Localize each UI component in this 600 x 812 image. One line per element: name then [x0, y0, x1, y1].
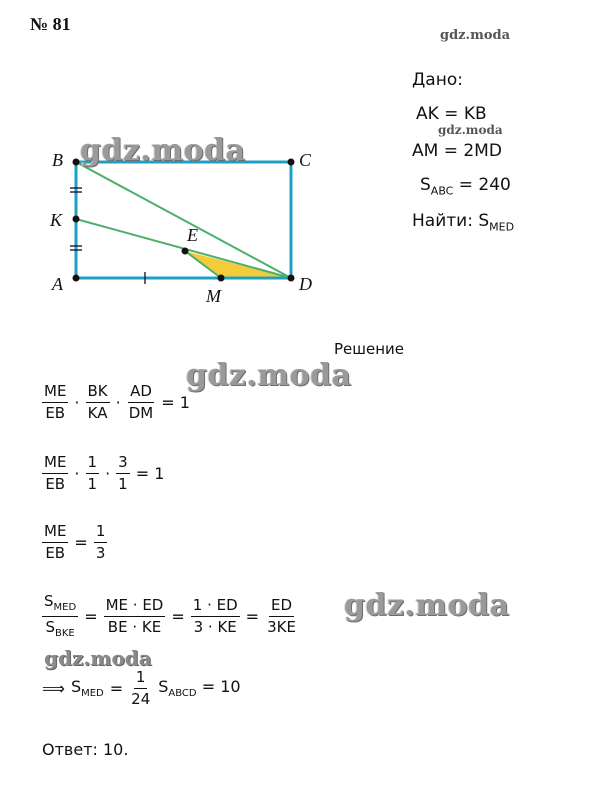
equation-5: ⟹ $S_{MED}$ = $\frac{1}{24}$ $S_{ABCD} = 10$	[42, 668, 241, 708]
label-a: A	[52, 274, 63, 294]
given-find: Найти: $S_{MED}$	[412, 211, 515, 234]
given-line-2: AM = 2MD	[412, 141, 502, 161]
point-m	[218, 275, 225, 282]
point-b	[73, 159, 80, 166]
given-line-3: $S_{ABC} = 240$	[420, 175, 511, 198]
given-line-1: AK = KB	[416, 104, 487, 124]
point-e	[182, 248, 189, 255]
problem-number: № 81	[30, 14, 71, 34]
point-a	[73, 275, 80, 282]
label-k: K	[50, 210, 63, 230]
solution-title: Решение	[334, 340, 405, 358]
watermark: gdz.moda	[44, 646, 152, 670]
point-c	[288, 159, 295, 166]
watermark: gdz.moda	[80, 133, 246, 168]
label-m: M	[206, 286, 221, 306]
segment-bd	[76, 162, 291, 278]
label-b: B	[52, 150, 63, 170]
answer: Ответ: 10.	[42, 740, 129, 759]
label-d: D	[299, 274, 312, 294]
watermark: gdz.moda	[344, 588, 510, 623]
equation-2: $\frac{ME}{EB}$ · $\frac{1}{1}$ · $\frac{3}{1}$ = 1	[44, 453, 165, 493]
equation-3: $\frac{ME}{EB}$ = $\frac{1}{3}$	[44, 522, 106, 562]
equation-4: $\frac{S_{MED}}{S_{BKE}}$ = $\frac{ME \cdot ED}{BE \cdot KE}$ = $\frac{1 \cdot ED}{3 \cdot KE}$ = $\frac{ED}{3KE}$	[44, 592, 296, 639]
equation-1: $\frac{ME}{EB}$ · $\frac{BK}{KA}$ · $\frac{AD}{DM}$ = 1	[44, 382, 190, 422]
point-d	[288, 275, 295, 282]
given-title: Дано:	[412, 70, 463, 90]
watermark: gdz.moda	[186, 358, 352, 393]
point-k	[73, 216, 80, 223]
label-e: E	[187, 225, 198, 245]
label-c: C	[299, 150, 312, 170]
watermark: gdz.moda	[440, 28, 511, 43]
watermark: gdz.moda	[438, 123, 503, 137]
